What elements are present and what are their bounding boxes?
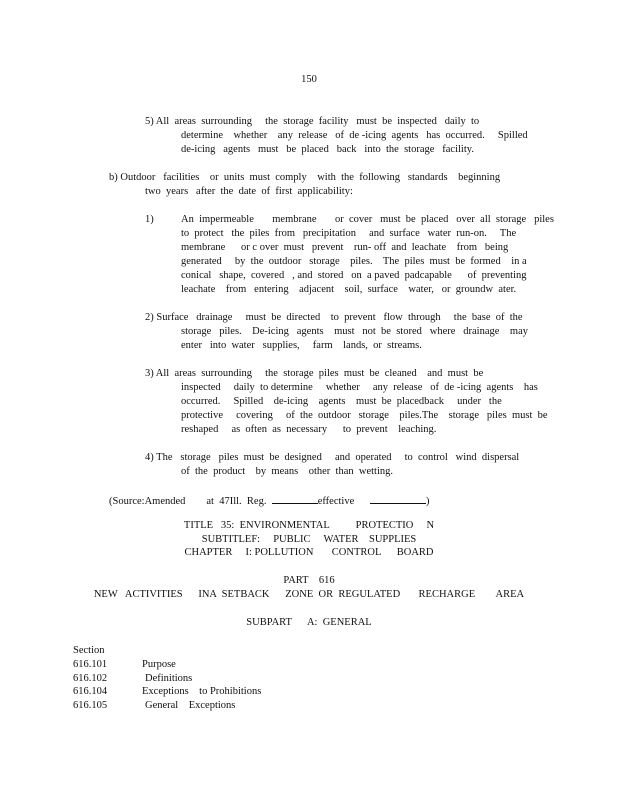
toc-title: Purpose: [142, 659, 176, 670]
item-2-line: storage piles. De-icing agents must not be stored where drainage may: [181, 326, 528, 337]
toc-title: Definitions: [145, 673, 193, 684]
subtitle-line: SUBTITLEF: PUBLIC WATER SUPPLIES: [201, 534, 417, 545]
item-5-line: de-icing agents must be placed back into the storage facility.: [181, 144, 474, 155]
item-5-line: 5) All areas surrounding the storage facility must be inspected daily to: [145, 116, 480, 127]
title-line: TITLE 35: ENVIRONMENTAL PROTECTIO N: [183, 520, 435, 531]
toc-title: Exceptions to Prohibitions: [142, 686, 262, 697]
item-1-line: leachate from entering adjacent soil, surface water, or groundw ater.: [181, 284, 517, 295]
item-3-line: 3) All areas surrounding the storage piles must be cleaned and must be: [145, 368, 484, 379]
item-1-line: An impermeable membrane or cover must be placed over all storage piles: [181, 214, 554, 225]
effective-date-blank: [370, 492, 426, 504]
chapter-line: CHAPTER I: POLLUTION CONTROL BOARD: [184, 547, 434, 558]
item-5-line: determine whether any release of de -icing agents has occurred. Spilled: [181, 130, 528, 141]
register-volume-blank: [272, 492, 318, 504]
source-effective: effective: [317, 496, 355, 507]
item-4-line: of the product by means other than wetting.: [181, 466, 393, 477]
part-number: PART 616: [283, 575, 335, 586]
item-4-line: 4) The storage piles must be designed and operated to control wind dispersal: [145, 452, 520, 463]
page-number: 150: [301, 74, 317, 85]
item-1-line: membrane or c over must prevent run- off and leachate from being: [181, 242, 509, 253]
toc-number: 616.104: [73, 686, 108, 697]
toc-number: 616.101: [73, 659, 108, 670]
item-3-line: inspected daily to determine whether any release of de -icing agents has: [181, 382, 538, 393]
source-note: [109, 492, 430, 509]
part-title: NEW ACTIVITIES INA SETBACK ZONE OR REGULATED RECHARGE AREA: [93, 589, 525, 600]
item-2-line: 2) Surface drainage must be directed to prevent flow through the base of the: [145, 312, 523, 323]
item-3-line: occurred. Spilled de-icing agents must be placedback under the: [181, 396, 502, 407]
item-3-line: protective covering of the outdoor storage piles.The storage piles must be: [181, 410, 548, 421]
item-1-line: to protect the piles from precipitation and surface water run-on. The: [181, 228, 517, 239]
item-1-marker: 1): [145, 214, 154, 225]
toc-number: 616.102: [73, 673, 108, 684]
subpart-heading: SUBPART A: GENERAL: [246, 617, 372, 628]
subsection-b-line: two years after the date of first applicability:: [145, 186, 353, 197]
toc-title: General Exceptions: [145, 700, 236, 711]
item-1-line: conical shape, covered , and stored on a paved padcapable of preventing: [181, 270, 527, 281]
subsection-b-line: b) Outdoor facilities or units must comply with the following standards beginning: [109, 172, 501, 183]
section-label: Section: [73, 645, 105, 656]
source-prefix: (Source:Amended at 47Ill. Reg.: [109, 496, 267, 507]
item-1-line: generated by the outdoor storage piles. The piles must be formed in a: [181, 256, 527, 267]
item-2-line: enter into water supplies, farm lands, or streams.: [181, 340, 422, 351]
item-3-line: reshaped as often as necessary to prevent leaching.: [181, 424, 437, 435]
source-suffix: ): [426, 496, 430, 507]
toc-number: 616.105: [73, 700, 108, 711]
